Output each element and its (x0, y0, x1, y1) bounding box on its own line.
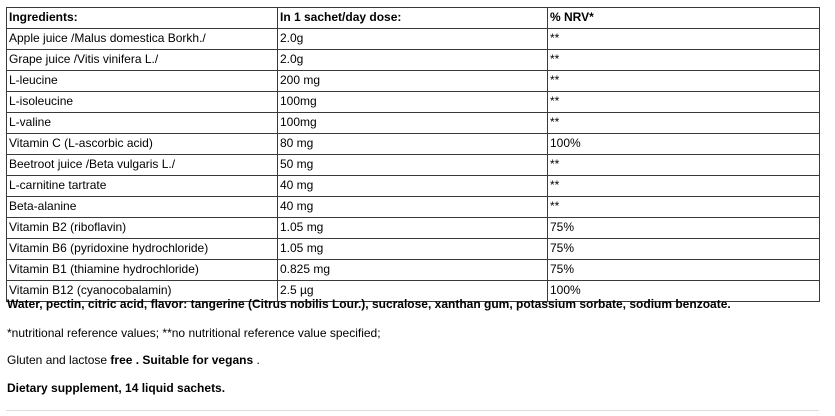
nrv-cell: ** (548, 29, 820, 50)
divider (6, 410, 819, 411)
dose-cell: 40 mg (278, 176, 548, 197)
allergen-bold: free . Suitable for vegans (110, 353, 254, 367)
nrv-cell: 100% (548, 134, 820, 155)
ingredient-cell: Beta-alanine (7, 197, 278, 218)
dose-cell: 1.05 mg (278, 239, 548, 260)
dose-cell: 2.0g (278, 50, 548, 71)
header-ingredients: Ingredients: (7, 8, 278, 29)
product-description: Dietary supplement, 14 liquid sachets. (7, 381, 226, 395)
dose-cell: 1.05 mg (278, 218, 548, 239)
dose-cell: 0.825 mg (278, 260, 548, 281)
dose-cell: 40 mg (278, 197, 548, 218)
table-row (7, 155, 820, 176)
nrv-cell: ** (548, 176, 820, 197)
nrv-cell: 75% (548, 218, 820, 239)
ingredient-cell: Vitamin B12 (cyanocobalamin) (7, 281, 278, 302)
nrv-cell: ** (548, 197, 820, 218)
nrv-cell: ** (548, 50, 820, 71)
table-row (7, 239, 820, 260)
allergen-prefix: Gluten and lactose (7, 353, 111, 367)
table-row (7, 134, 820, 155)
ingredient-cell: Vitamin B1 (thiamine hydrochloride) (7, 260, 278, 281)
nrv-cell: 75% (548, 239, 820, 260)
nrv-cell: 100% (548, 281, 820, 302)
ingredient-cell: Beetroot juice /Beta vulgaris L./ (7, 155, 278, 176)
table-row (7, 218, 820, 239)
other-ingredients-text: Water, pectin, citric acid, flavor: tangerine (Citrus nobilis Lour.), sucralose, xanthan gum, potassium sorbate, sodium benzoate. (7, 297, 731, 311)
allergen-statement (7, 353, 260, 367)
dose-cell: 80 mg (278, 134, 548, 155)
ingredient-cell: L-carnitine tartrate (7, 176, 278, 197)
ingredient-cell: Vitamin B6 (pyridoxine hydrochloride) (7, 239, 278, 260)
table-header-row (7, 8, 820, 29)
table-row (7, 92, 820, 113)
nrv-cell: ** (548, 155, 820, 176)
ingredient-cell: Apple juice /Malus domestica Borkh./ (7, 29, 278, 50)
dose-cell: 200 mg (278, 71, 548, 92)
nrv-cell: ** (548, 92, 820, 113)
nrv-cell: ** (548, 113, 820, 134)
ingredient-cell: L-isoleucine (7, 92, 278, 113)
table-row (7, 260, 820, 281)
table-row (7, 50, 820, 71)
ingredient-cell: L-valine (7, 113, 278, 134)
ingredient-cell: Vitamin B2 (riboflavin) (7, 218, 278, 239)
header-nrv: % NRV* (548, 8, 820, 29)
ingredient-cell: Grape juice /Vitis vinifera L./ (7, 50, 278, 71)
dose-cell: 100mg (278, 92, 548, 113)
table-row (7, 71, 820, 92)
nrv-cell: ** (548, 71, 820, 92)
ingredient-cell: L-leucine (7, 71, 278, 92)
dose-cell: 100mg (278, 113, 548, 134)
table-row (7, 197, 820, 218)
ingredients-table (6, 7, 820, 302)
nrv-cell: 75% (548, 260, 820, 281)
table-row (7, 176, 820, 197)
dose-cell: 2.0g (278, 29, 548, 50)
dose-cell: 2.5 µg (278, 281, 548, 302)
header-dose: In 1 sachet/day dose: (278, 8, 548, 29)
ingredient-cell: Vitamin C (L-ascorbic acid) (7, 134, 278, 155)
allergen-suffix: . (253, 353, 260, 367)
table-row (7, 29, 820, 50)
dose-cell: 50 mg (278, 155, 548, 176)
table-row (7, 113, 820, 134)
nrv-footnote: *nutritional reference values; **no nutritional reference value specified; (7, 326, 381, 340)
